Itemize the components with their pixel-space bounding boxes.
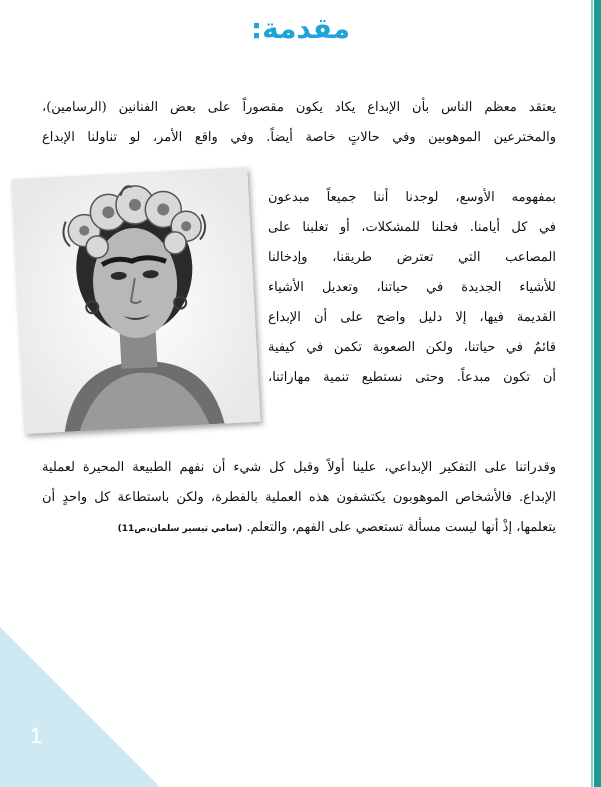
text-line: والمخترعين الموهوبين وفي حالاتٍ خاصة أيضاً. وفي واقع الأمر، لو تناولنا الإبداع <box>42 130 556 145</box>
text-line: أن تكون مبدعاً. وحتى نستطيع تنمية مهاراتنا، <box>268 370 556 385</box>
text-line: بمفهومه الأوسع، لوجدنا أننا جميعاً مبدعون <box>268 190 556 205</box>
citation: (سامي تيسير سلمان،ص11) <box>117 524 243 534</box>
text-line-last <box>42 513 556 544</box>
text-line: قائمٌ في حياتنا، ولكن الصعوبة تكمن في كيفية <box>268 340 556 355</box>
text-line: الإبداع. فالأشخاص الموهوبون يكتشفون هذه العملية بالفطرة، ولكن باستطاعة كل واحدٍ أن <box>42 490 556 505</box>
closing-paragraph <box>42 453 556 544</box>
corner-decoration <box>0 627 160 787</box>
text-line: وقدراتنا على التفكير الإبداعي، علينا أولاً وقبل كل شيء أن نفهم الطبيعة المحيرة لعملية <box>42 460 556 475</box>
portrait-photo-icon <box>11 167 260 434</box>
page-number: 1 <box>30 723 43 748</box>
text-line: يعتقد معظم الناس بأن الإبداع يكاد يكون مقصوراً على بعض الفنانين (الرسامين)، <box>42 100 556 115</box>
intro-paragraph <box>42 93 556 153</box>
portrait-image <box>11 167 260 434</box>
closing-sentence: يتعلمها، إذْ أنها ليست مسألة تستعصي على الفهم، والتعلم. <box>246 520 556 535</box>
page-title: مقدمة: <box>250 12 351 45</box>
text-line: في كل أيامنا. فحلنا للمشكلات، أو تغلبنا على <box>268 220 556 235</box>
side-paragraph <box>268 183 556 393</box>
text-line: للأشياء الجديدة في حياتنا، وتعديل الأشياء <box>268 280 556 295</box>
page-right-border <box>594 0 601 787</box>
text-line: القديمة فيها، إلا دليل واضح على أن الإبداع <box>268 310 556 325</box>
text-line: المصاعب التي تعترض طريقنا، وإدخالنا <box>268 250 556 265</box>
